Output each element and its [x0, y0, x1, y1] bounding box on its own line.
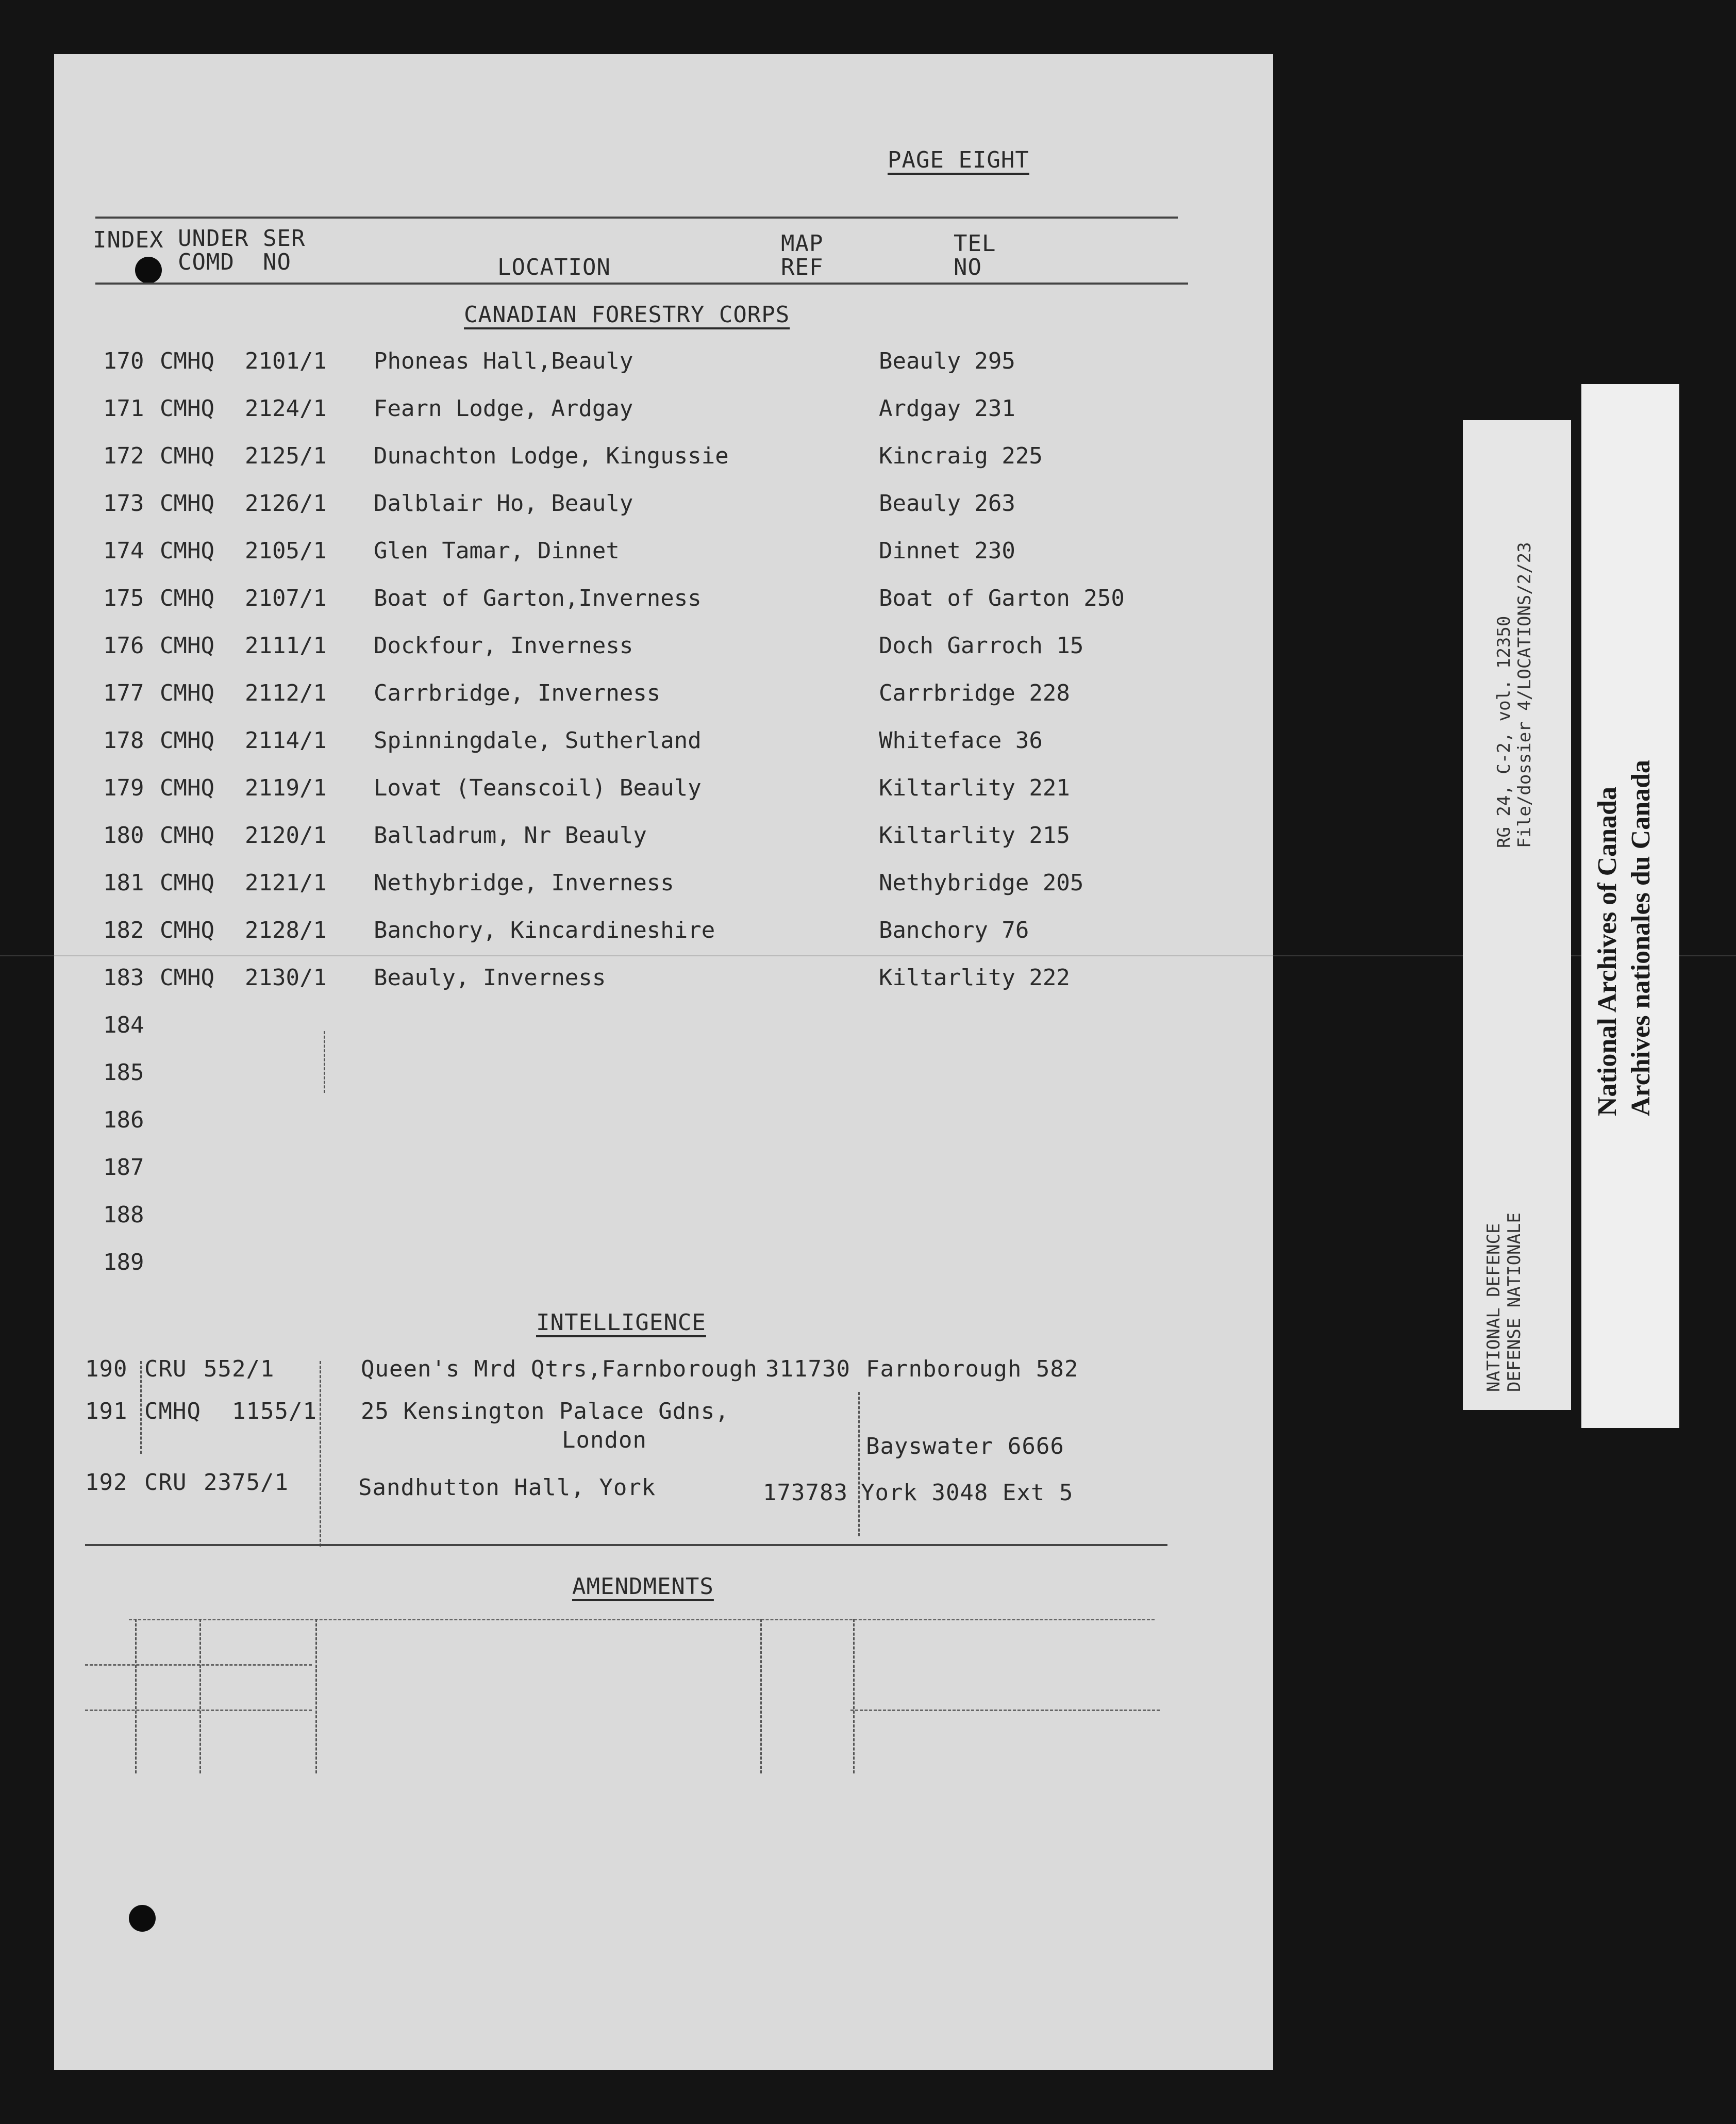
- cell-index: 187: [103, 1154, 144, 1181]
- cell-ser: 2107/1: [245, 585, 327, 611]
- cell-location: Balladrum, Nr Beauly: [374, 822, 647, 849]
- cell-index: 178: [103, 727, 144, 754]
- intel-cell-location: Queen's Mrd Qtrs,Farnborough: [361, 1356, 758, 1382]
- cell-comd: CMHQ: [160, 585, 214, 611]
- table-row: [54, 1107, 1273, 1143]
- cell-tel: Doch Garroch 15: [879, 633, 1084, 659]
- table-row: [54, 680, 1273, 716]
- cell-comd: CMHQ: [160, 633, 214, 659]
- archives-line2: Archives nationales du Canada: [1626, 759, 1656, 1116]
- grid-line: [85, 1664, 312, 1666]
- cell-tel: Kiltarlity 215: [879, 822, 1070, 849]
- intel-cell-index: 192: [85, 1469, 128, 1496]
- grid-line: [199, 1619, 201, 1773]
- grid-line: [760, 1619, 762, 1773]
- archives-line1: National Archives of Canada: [1593, 787, 1622, 1116]
- cell-comd: CMHQ: [160, 490, 214, 517]
- section-title-intelligence: INTELLIGENCE: [536, 1309, 706, 1336]
- cell-comd: CMHQ: [160, 775, 214, 801]
- cell-ser: 2111/1: [245, 633, 327, 659]
- cell-ser: 2125/1: [245, 443, 327, 469]
- national-archives-label: [1581, 384, 1679, 1428]
- archive-reference-label: [1463, 420, 1571, 1410]
- cell-index: 182: [103, 917, 144, 943]
- cell-index: 181: [103, 870, 144, 896]
- cell-location: Beauly, Inverness: [374, 965, 606, 991]
- table-row: [54, 1202, 1273, 1238]
- header-map-ref: MAP REF: [781, 230, 824, 280]
- cell-tel: Kiltarlity 222: [879, 965, 1070, 991]
- cell-ser: 2120/1: [245, 822, 327, 849]
- intel-cell-tel: Farnborough 582: [866, 1356, 1079, 1382]
- cell-comd: CMHQ: [160, 727, 214, 754]
- grid-line: [85, 1710, 312, 1711]
- cell-comd: CMHQ: [160, 965, 214, 991]
- header-location: LOCATION: [497, 254, 611, 280]
- cell-location: Fearn Lodge, Ardgay: [374, 395, 633, 422]
- intel-cell-index: 191: [85, 1398, 128, 1424]
- cell-location: Spinningdale, Sutherland: [374, 727, 702, 754]
- grid-line: [850, 1710, 1160, 1711]
- intel-cell-comd: CRU: [144, 1469, 187, 1496]
- cell-comd: CMHQ: [160, 443, 214, 469]
- cell-tel: Whiteface 36: [879, 727, 1043, 754]
- table-row: [54, 870, 1273, 906]
- grid-line: [135, 1619, 137, 1773]
- cell-tel: Nethybridge 205: [879, 870, 1084, 896]
- table-row: [54, 443, 1273, 479]
- cell-location: Nethybridge, Inverness: [374, 870, 674, 896]
- intel-cell-map: 311730: [765, 1356, 850, 1382]
- forestry-table: [54, 0, 1273, 2124]
- table-row: [54, 822, 1273, 858]
- cell-ser: 2112/1: [245, 680, 327, 706]
- table-row: [54, 538, 1273, 574]
- cell-index: 176: [103, 633, 144, 659]
- column-divider: [324, 1031, 325, 1093]
- archive-ref-line1: RG 24, C-2, vol. 12350: [1494, 616, 1514, 848]
- cell-index: 186: [103, 1107, 144, 1133]
- intel-cell-location-line2: London: [562, 1427, 647, 1453]
- cell-tel: Carrbridge 228: [879, 680, 1070, 706]
- cell-tel: Beauly 295: [879, 348, 1015, 374]
- table-row: [54, 965, 1273, 1001]
- grid-line: [853, 1619, 855, 1773]
- cell-tel: Ardgay 231: [879, 395, 1015, 422]
- cell-comd: CMHQ: [160, 870, 214, 896]
- intel-cell-tel: York 3048 Ext 5: [861, 1480, 1074, 1506]
- cell-index: 170: [103, 348, 144, 374]
- section-title-amendments: AMENDMENTS: [572, 1573, 714, 1600]
- column-divider: [320, 1361, 321, 1547]
- cell-ser: 2121/1: [245, 870, 327, 896]
- cell-location: Carrbridge, Inverness: [374, 680, 661, 706]
- cell-index: 185: [103, 1059, 144, 1086]
- cell-index: 172: [103, 443, 144, 469]
- cell-index: 189: [103, 1249, 144, 1275]
- cell-comd: CMHQ: [160, 395, 214, 422]
- cell-location: Dockfour, Inverness: [374, 633, 633, 659]
- table-row: [54, 348, 1273, 384]
- intel-cell-map: 173783: [763, 1480, 848, 1506]
- cell-ser: 2128/1: [245, 917, 327, 943]
- cell-tel: Dinnet 230: [879, 538, 1015, 564]
- table-row: [54, 1059, 1273, 1096]
- cell-comd: CMHQ: [160, 822, 214, 849]
- archive-dept-line1: NATIONAL DEFENCE: [1483, 1223, 1504, 1392]
- cell-location: Dalblair Ho, Beauly: [374, 490, 633, 517]
- table-row: [54, 1154, 1273, 1190]
- cell-index: 173: [103, 490, 144, 517]
- table-row: [54, 917, 1273, 953]
- header-tel-no: TEL NO: [954, 230, 996, 280]
- cell-index: 183: [103, 965, 144, 991]
- cell-location: Banchory, Kincardineshire: [374, 917, 715, 943]
- header-index: INDEX: [93, 227, 164, 253]
- cell-ser: 2130/1: [245, 965, 327, 991]
- cell-location: Phoneas Hall,Beauly: [374, 348, 633, 374]
- cell-tel: Boat of Garton 250: [879, 585, 1125, 611]
- cell-ser: 2101/1: [245, 348, 327, 374]
- cell-comd: CMHQ: [160, 348, 214, 374]
- page-title: PAGE EIGHT: [888, 147, 1029, 173]
- cell-ser: 2114/1: [245, 727, 327, 754]
- intel-cell-location: 25 Kensington Palace Gdns,: [361, 1398, 729, 1424]
- column-divider: [140, 1361, 142, 1454]
- table-row: [54, 490, 1273, 526]
- cell-location: Dunachton Lodge, Kingussie: [374, 443, 729, 469]
- intel-cell-index: 190: [85, 1356, 128, 1382]
- cell-comd: CMHQ: [160, 680, 214, 706]
- header-ser-no: SER NO: [263, 225, 306, 275]
- intelligence-bottom-rule: [85, 1544, 1167, 1546]
- cell-location: Boat of Garton,Inverness: [374, 585, 702, 611]
- intel-cell-ser: 2375/1: [204, 1469, 289, 1496]
- cell-tel: Kiltarlity 221: [879, 775, 1070, 801]
- cell-index: 184: [103, 1012, 144, 1038]
- cell-tel: Kincraig 225: [879, 443, 1043, 469]
- table-row: [54, 1012, 1273, 1048]
- grid-line: [315, 1619, 317, 1773]
- archive-ref-line2: File/dossier 4/LOCATIONS/2/23: [1514, 542, 1535, 848]
- intel-cell-ser: 552/1: [204, 1356, 275, 1382]
- table-row: [54, 395, 1273, 432]
- cell-tel: Banchory 76: [879, 917, 1029, 943]
- cell-ser: 2126/1: [245, 490, 327, 517]
- table-row: [54, 775, 1273, 811]
- section-title-forestry: CANADIAN FORESTRY CORPS: [464, 302, 790, 328]
- cell-index: 188: [103, 1202, 144, 1228]
- table-row: [54, 633, 1273, 669]
- cell-index: 179: [103, 775, 144, 801]
- column-divider: [858, 1392, 860, 1536]
- intel-cell-comd: CMHQ: [144, 1398, 201, 1424]
- cell-tel: Beauly 263: [879, 490, 1015, 517]
- header-under-comd: UNDER COMD: [178, 225, 249, 275]
- archive-dept-line2: DEFENSE NATIONALE: [1504, 1213, 1525, 1392]
- cell-comd: CMHQ: [160, 538, 214, 564]
- intel-cell-tel: Bayswater 6666: [866, 1433, 1064, 1459]
- intel-cell-ser: 1155/1: [232, 1398, 317, 1424]
- cell-index: 180: [103, 822, 144, 849]
- table-row: [54, 585, 1273, 621]
- cell-location: Lovat (Teanscoil) Beauly: [374, 775, 702, 801]
- table-row: [54, 1249, 1273, 1285]
- cell-ser: 2124/1: [245, 395, 327, 422]
- intel-cell-location: Sandhutton Hall, York: [358, 1474, 656, 1501]
- table-row: [54, 727, 1273, 764]
- cell-ser: 2119/1: [245, 775, 327, 801]
- grid-line: [129, 1619, 1155, 1620]
- cell-location: Glen Tamar, Dinnet: [374, 538, 620, 564]
- cell-index: 171: [103, 395, 144, 422]
- cell-index: 177: [103, 680, 144, 706]
- cell-comd: CMHQ: [160, 917, 214, 943]
- cell-index: 174: [103, 538, 144, 564]
- intel-cell-comd: CRU: [144, 1356, 187, 1382]
- cell-ser: 2105/1: [245, 538, 327, 564]
- cell-index: 175: [103, 585, 144, 611]
